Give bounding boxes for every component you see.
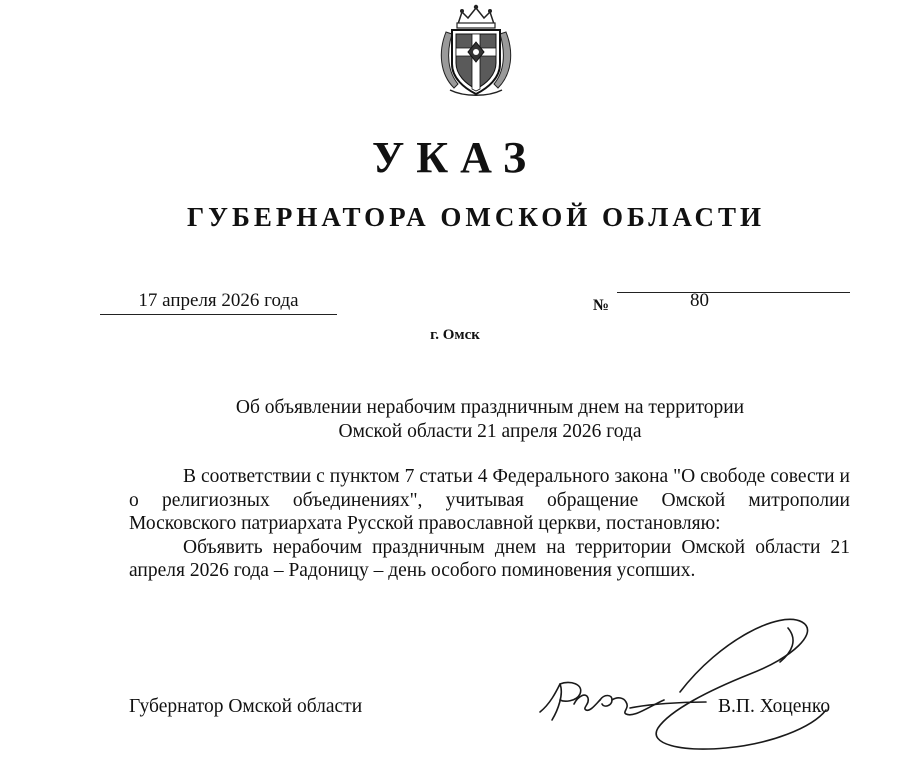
decree-city: г. Омск: [430, 327, 480, 343]
heading-line-2: Омской области 21 апреля 2026 года: [338, 421, 642, 442]
heading-line-1: Об объявлении нерабочим праздничным днем на территории: [235, 397, 745, 418]
number-sign: №: [593, 297, 610, 314]
body-paragraph-1: В соответствии с пунктом 7 статьи 4 Федерального закона "О свободе совести и о религиозных объединениях", учитывая обращение Омской митрополии Московского патриархата Русской православной церкви, постановляю:: [129, 466, 850, 534]
document-title: УКАЗ: [371, 133, 539, 182]
decree-heading: [130, 396, 850, 444]
decree-date: 17 апреля 2026 года: [100, 290, 337, 315]
document-subtitle: ГУБЕРНАТОРА ОМСКОЙ ОБЛАСТИ: [186, 202, 766, 232]
coat-of-arms-icon: [428, 2, 524, 98]
signatory-position: Губернатор Омской области: [129, 696, 363, 717]
decree-body: [129, 465, 850, 583]
body-paragraph-2: Объявить нерабочим праздничным днем на территории Омской области 21 апреля 2026 года – Радоницу – день особого поминовения усопших.: [129, 536, 850, 581]
decree-number: 80: [690, 290, 709, 311]
decree-number-line: [617, 290, 850, 311]
signatory-name: В.П. Хоценко: [718, 696, 831, 717]
signature-icon: [530, 600, 840, 755]
